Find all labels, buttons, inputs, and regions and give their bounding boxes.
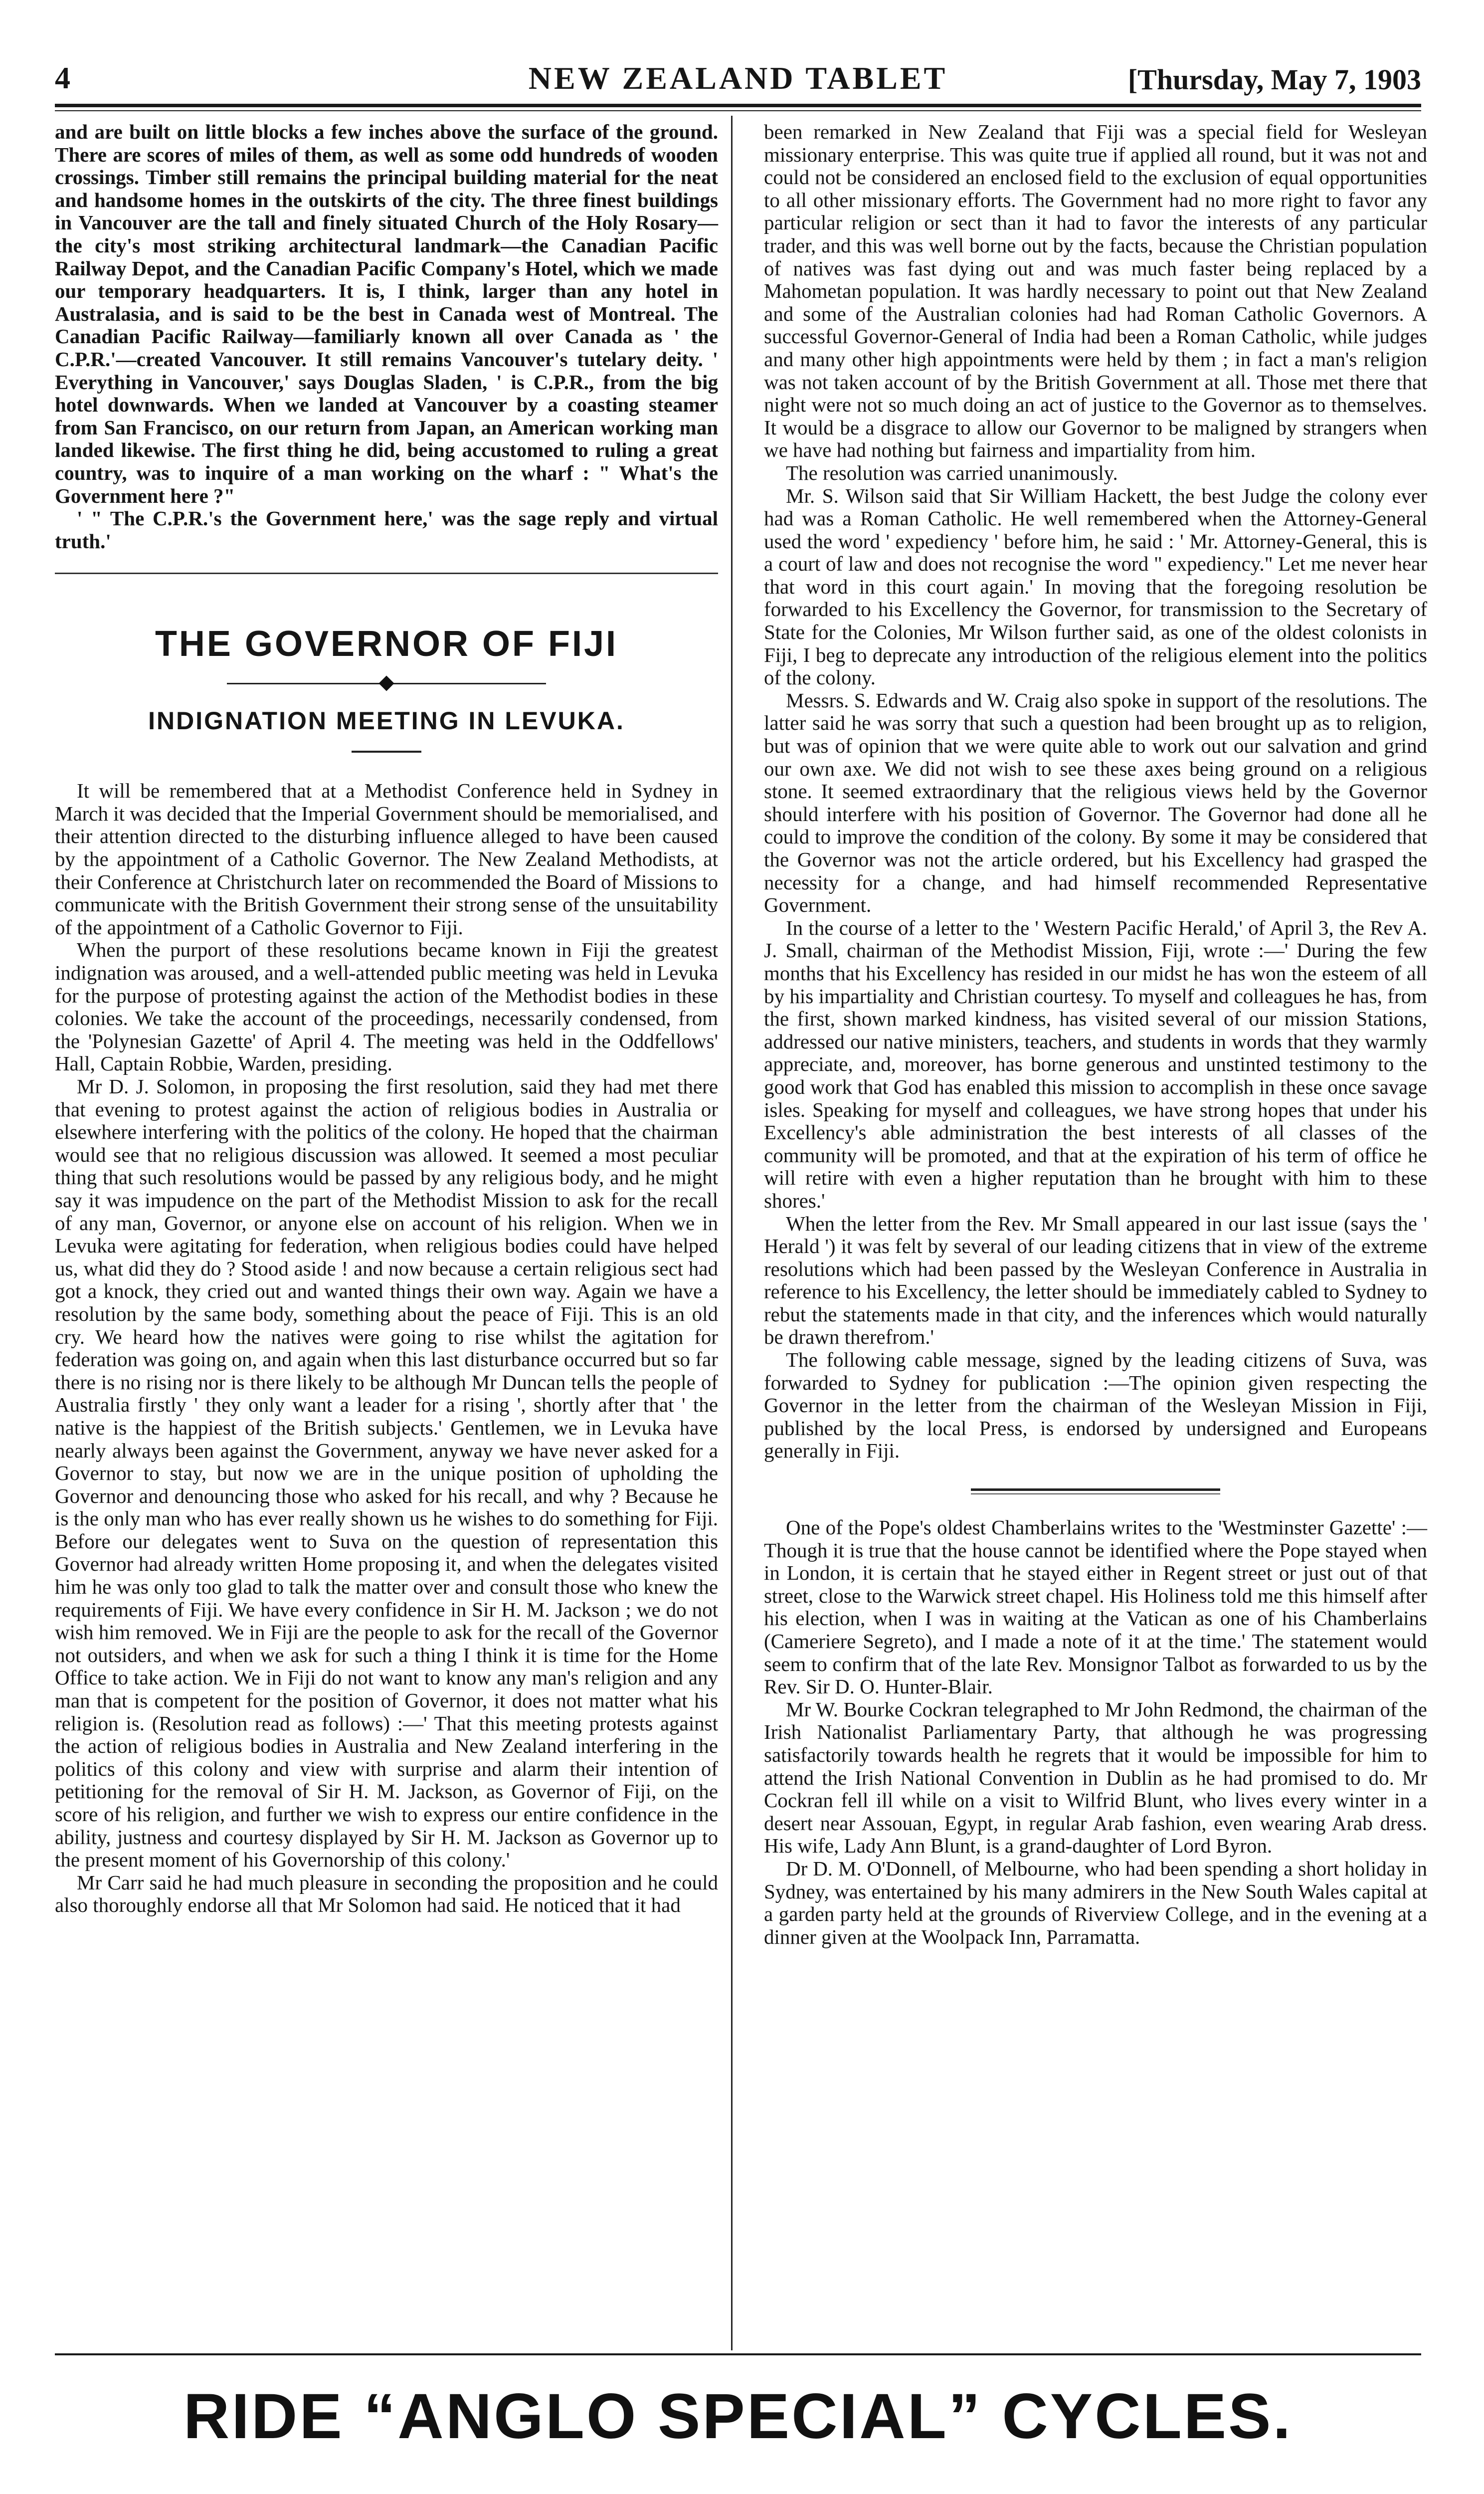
footer-rule [55,2353,1421,2355]
article-paragraph: The following cable message, signed by the leading citizens of Suva, was forwarded to Sydney for publication :—The opinion given respecting the Governor in the letter from the chairman of the Wesleyan Mission in Fiji, published by the local Press, is endorsed by undersigned and Europeans generally in Fiji. [764,1348,1427,1462]
vancouver-paragraph-1: and are built on little blocks a few inches above the surface of the ground. There are scores of miles of them, as well as some odd hundreds of wooden crossings. Timber still remains the principal building material for the neat and handsome homes in the outskirts of the city. The three finest buildings in Vancouver are the tall and finely situated Church of the Holy Rosary—the city's most striking architectural landmark—the Canadian Pacific Railway Depot, and the Canadian Pacific Company's Hotel, which we made our temporary headquarters. It is, I think, larger than any hotel in Australasia, and is said to be the best in Canada west of Montreal. The Canadian Pacific Railway—familiarly known all over Canada as ' the C.P.R.'—created Vancouver. It still remains Vancouver's tutelary deity. ' Everything in Vancouver,' says Douglas Sladen, ' is C.P.R., from the big hotel downwards. When we landed at Vancouver by a coasting steamer from San Francisco, on our return from Japan, an American working man landed likewise. The first thing he did, being accustomed to ruling a great country, was to inquire of a man working on the wharf : " What's the Government here ?" [55,120,718,507]
news-item: Dr D. M. O'Donnell, of Melbourne, who had been spending a short holiday in Sydney, was entertained by his many admirers in the New South Wales capital at a garden party held at the grounds of Riverview College, and in the evening at a dinner given at the Woolpack Inn, Parramatta. [764,1857,1427,1948]
header-rule-thin [55,110,1421,111]
news-item: One of the Pope's oldest Chamberlains writes to the 'Westminster Gazette' :— Though it is true that the house cannot be identified where the Pope stayed when in London, it is certain that he stayed either in Regent street or just out of that street, close to the Warwick street chapel. His Holiness told me this himself after his election, when I was in waiting at the Vatican as one of his Chamberlains (Cameriere Segreto), and I made a note of it at the time.' The statement would seem to confirm that of the late Rev. Monsignor Talbot as forwarded to us by the Rev. Sir D. O. Hunter-Blair. [764,1516,1427,1698]
page-number: 4 [55,61,70,95]
article-continuation: been remarked in New Zealand that Fiji was a special field for Wesleyan missionary enterprise. This was quite true if applied all round, but it was not and could not be considered an enclosed field to the exclusion of equal opportunities to all other missionary efforts. The Government had no more right to favor any particular religion or sect than it had to favor the interests of any particular trader, and this was well borne out by the facts, because the Christian population of natives was fast dying out and was much faster being replaced by a Mahometan population. It was hardly necessary to point out that New Zealand and some of the Australian colonies had had Roman Catholic Governors. A successful Governor-General of India had been a Roman Catholic, while judges and many other high appointments were held by them ; in fact a man's religion was not taken account of by the British Government at all. Those met there that night were not so much doing an act of justice to the Governor as to themselves. It would be a disgrace to allow our Governor to be maligned by strangers when we have had nothing but fairness and impartiality from him. [764,120,1427,462]
page-header [55,56,1421,106]
publication-title: NEW ZEALAND TABLET [528,60,948,96]
left-column [55,121,718,1917]
section-divider [971,1484,1220,1499]
headline-ornament [227,674,546,694]
news-item: Mr W. Bourke Cockran telegraphed to Mr John Redmond, the chairman of the Irish Nationalist Parliamentary Party, that although he was progressing satisfactorily towards health he regrets that it would be impossible for him to attend the Irish National Convention in Dublin as he had promised to do. Mr Cockran fell ill while on a visit to Wilfrid Blunt, who lives every winter in a desert near Assouan, Egypt, in regular Arab fashion, even wearing Arab dress. His wife, Lady Ann Blunt, is a grand-daughter of Lord Byron. [764,1697,1427,1858]
vancouver-paragraph-2: ' " The C.P.R.'s the Government here,' was the sage reply and virtual truth.' [55,507,718,553]
issue-date: [Thursday, May 7, 1903 [1127,63,1421,96]
header-rule [55,104,1421,107]
article-paragraph: It will be remembered that at a Methodist Conference held in Sydney in March it was decided that the Imperial Government should be memorialised, and their attention directed to the disturbing influence alleged to have been caused by the appointment of a Catholic Governor. The New Zealand Methodists, at their Conference at Christchurch later on recommended the Board of Missions to communicate with the British Government their strong sense of the unsuitability of the appointment of a Catholic Governor to Fiji. [55,779,718,939]
article-paragraph: When the letter from the Rev. Mr Small appeared in our last issue (says the ' Herald ') it was felt by several of our leading citizens that in view of the extreme resolutions which had been passed by the Wesleyan Conference in Australia in reference to his Excellency, the letter should be immediately cabled to Sydney to rebut the statements made in that city, and the inferences which would naturally be drawn therefrom.' [764,1212,1427,1349]
article-paragraph: Mr. S. Wilson said that Sir William Hackett, the best Judge the colony ever had was a Roman Catholic. He well remembered when the Attorney-General used the word ' expediency ' before him, he said : ' Mr. Attorney-General, this is a court of law and does not recognise the word " expediency." Let me never hear that word in this court again.' In moving that the foregoing resolution be forwarded to his Excellency the Governor, for transmission to the Secretary of State for the Colonies, Mr Wilson further said, as one of the oldest colonists in Fiji, I beg to deprecate any introduction of the religious element into the politics of the colony. [764,484,1427,689]
article-paragraph: Mr D. J. Solomon, in proposing the first resolution, said they had met there that evening to protest against the action of religious bodies in Australia or elsewhere interfering with the politics of the colony. He hoped that the chairman would see that no religious discussion was allowed. It seemed a most peculiar thing that such resolutions would be passed by any religious body, and he might say it was impudence on the part of the Methodist Mission to ask for the recall of any man, Governor, or anyone else on account of his religion. When we in Levuka were agitating for federation, when religious bodies could have helped us, what did they do ? Stood aside ! and now because a certain religious sect had got a knock, they cried out and wanted things their own way. Again we have a resolution by the same body, something about the peace of Fiji. This is an old cry. We heard how the natives were going to rise whilst the agitation for federation was going on, and again when this last disturbance occurred but so far there is no rising nor is there likely to be although Mr Duncan tells the people of Australia firstly ' they only want a leader for a rising ', shortly after that ' the native is the happiest of the British subjects.' Gentlemen, we in Levuka have nearly always been against the Government, anyway we have never asked for a Governor to stay, but now we are in the unique position of upholding the Governor and denouncing those who asked for his recall, and why ? Because he is the only man who has ever really shown us he wishes to do something for Fiji. Before our delegates went to Suva on the question of representation this Governor had already written Home proposing it, and when the delegates visited him he was only too glad to talk the matter over and consult those who knew the requirements of Fiji. We have every confidence in Sir H. M. Jackson ; we do not wish him removed. We in Fiji are the people to ask for the recall of the Governor not outsiders, and when we ask for such a thing I think it is time for the Home Office to take action. We in Fiji do not want to know any man's religion and any man that is competent for the position of Governor, it does not matter what his religion is. (Resolution read as follows) :—' That this meeting protests against the action of religious bodies in Australia and New Zealand interfering in the politics of this colony and view with surprise and alarm their intention of petitioning for the removal of Sir H. M. Jackson, as Governor of Fiji, on the score of his religion, and further we wish to express our entire confidence in the ability, justness and courtesy displayed by Sir H. M. Jackson as Governor up to the present moment of his Governorship of this colony.' [55,1075,718,1871]
article-paragraph: The resolution was carried unanimously. [786,461,1118,484]
article-paragraph: Mr Carr said he had much pleasure in seconding the proposition and he could also thoroughly endorse all that Mr Solomon had said. He noticed that it had [55,1870,718,1917]
article-headline: THE GOVERNOR OF FIJI [155,624,618,664]
article-paragraph: Messrs. S. Edwards and W. Craig also spoke in support of the resolutions. The latter said he was sorry that such a question had been brought up as to religion, but was of opinion that we were quite able to work out our salvation and grind our own axe. We did not wish to see these axes being ground on a religious stone. It seemed extraordinary that the religious views held by the Governor should interfere with his position of Governor. The Governor had done all he could to improve the condition of the colony. By some it may be considered that the Governor was not the article ordered, but his Excellency had grasped the necessity for a change, and had himself recommended Representative Government. [764,688,1427,917]
right-column [764,121,1427,1948]
column-divider [731,116,733,2350]
subhead-rule [352,751,421,753]
article-subheadline: INDIGNATION MEETING IN LEVUKA. [148,707,625,735]
article-paragraph: When the purport of these resolutions became known in Fiji the greatest indignation was aroused, and a well-attended public meeting was held in Levuka for the purpose of protesting against the action of the Methodist bodies in these colonies. We take the account of the proceedings, necessarily condensed, from the 'Polynesian Gazette' of April 4. The meeting was held in the Oddfellows' Hall, Captain Robbie, Warden, presiding. [55,938,718,1075]
article-paragraph: In the course of a letter to the ' Western Pacific Herald,' of April 3, the Rev A. J. Small, chairman of the Methodist Mission, Fiji, wrote :—' During the few months that his Excellency has resided in our midst he has won the esteem of all by his impartiality and Christian courtesy. To myself and colleagues he has, from the first, shown marked kindness, has visited several of our mission Stations, addressed our native ministers, teachers, and students in words that they warmly appreciate, and, moreover, has borne generous and unstinted testimony to the good work that God has enabled this mission to accomplish in these once savage isles. Speaking for myself and colleagues, we have strong hopes that under his Excellency's able administration the best interests of all classes of the community will be promoted, and that at the expiration of his term of office he will retire with even a higher reputation than he brought with him to these shores.' [764,916,1427,1212]
section-rule [55,573,718,574]
cycles-advertisement: RIDE “ANGLO SPECIAL” CYCLES. [183,2381,1293,2452]
